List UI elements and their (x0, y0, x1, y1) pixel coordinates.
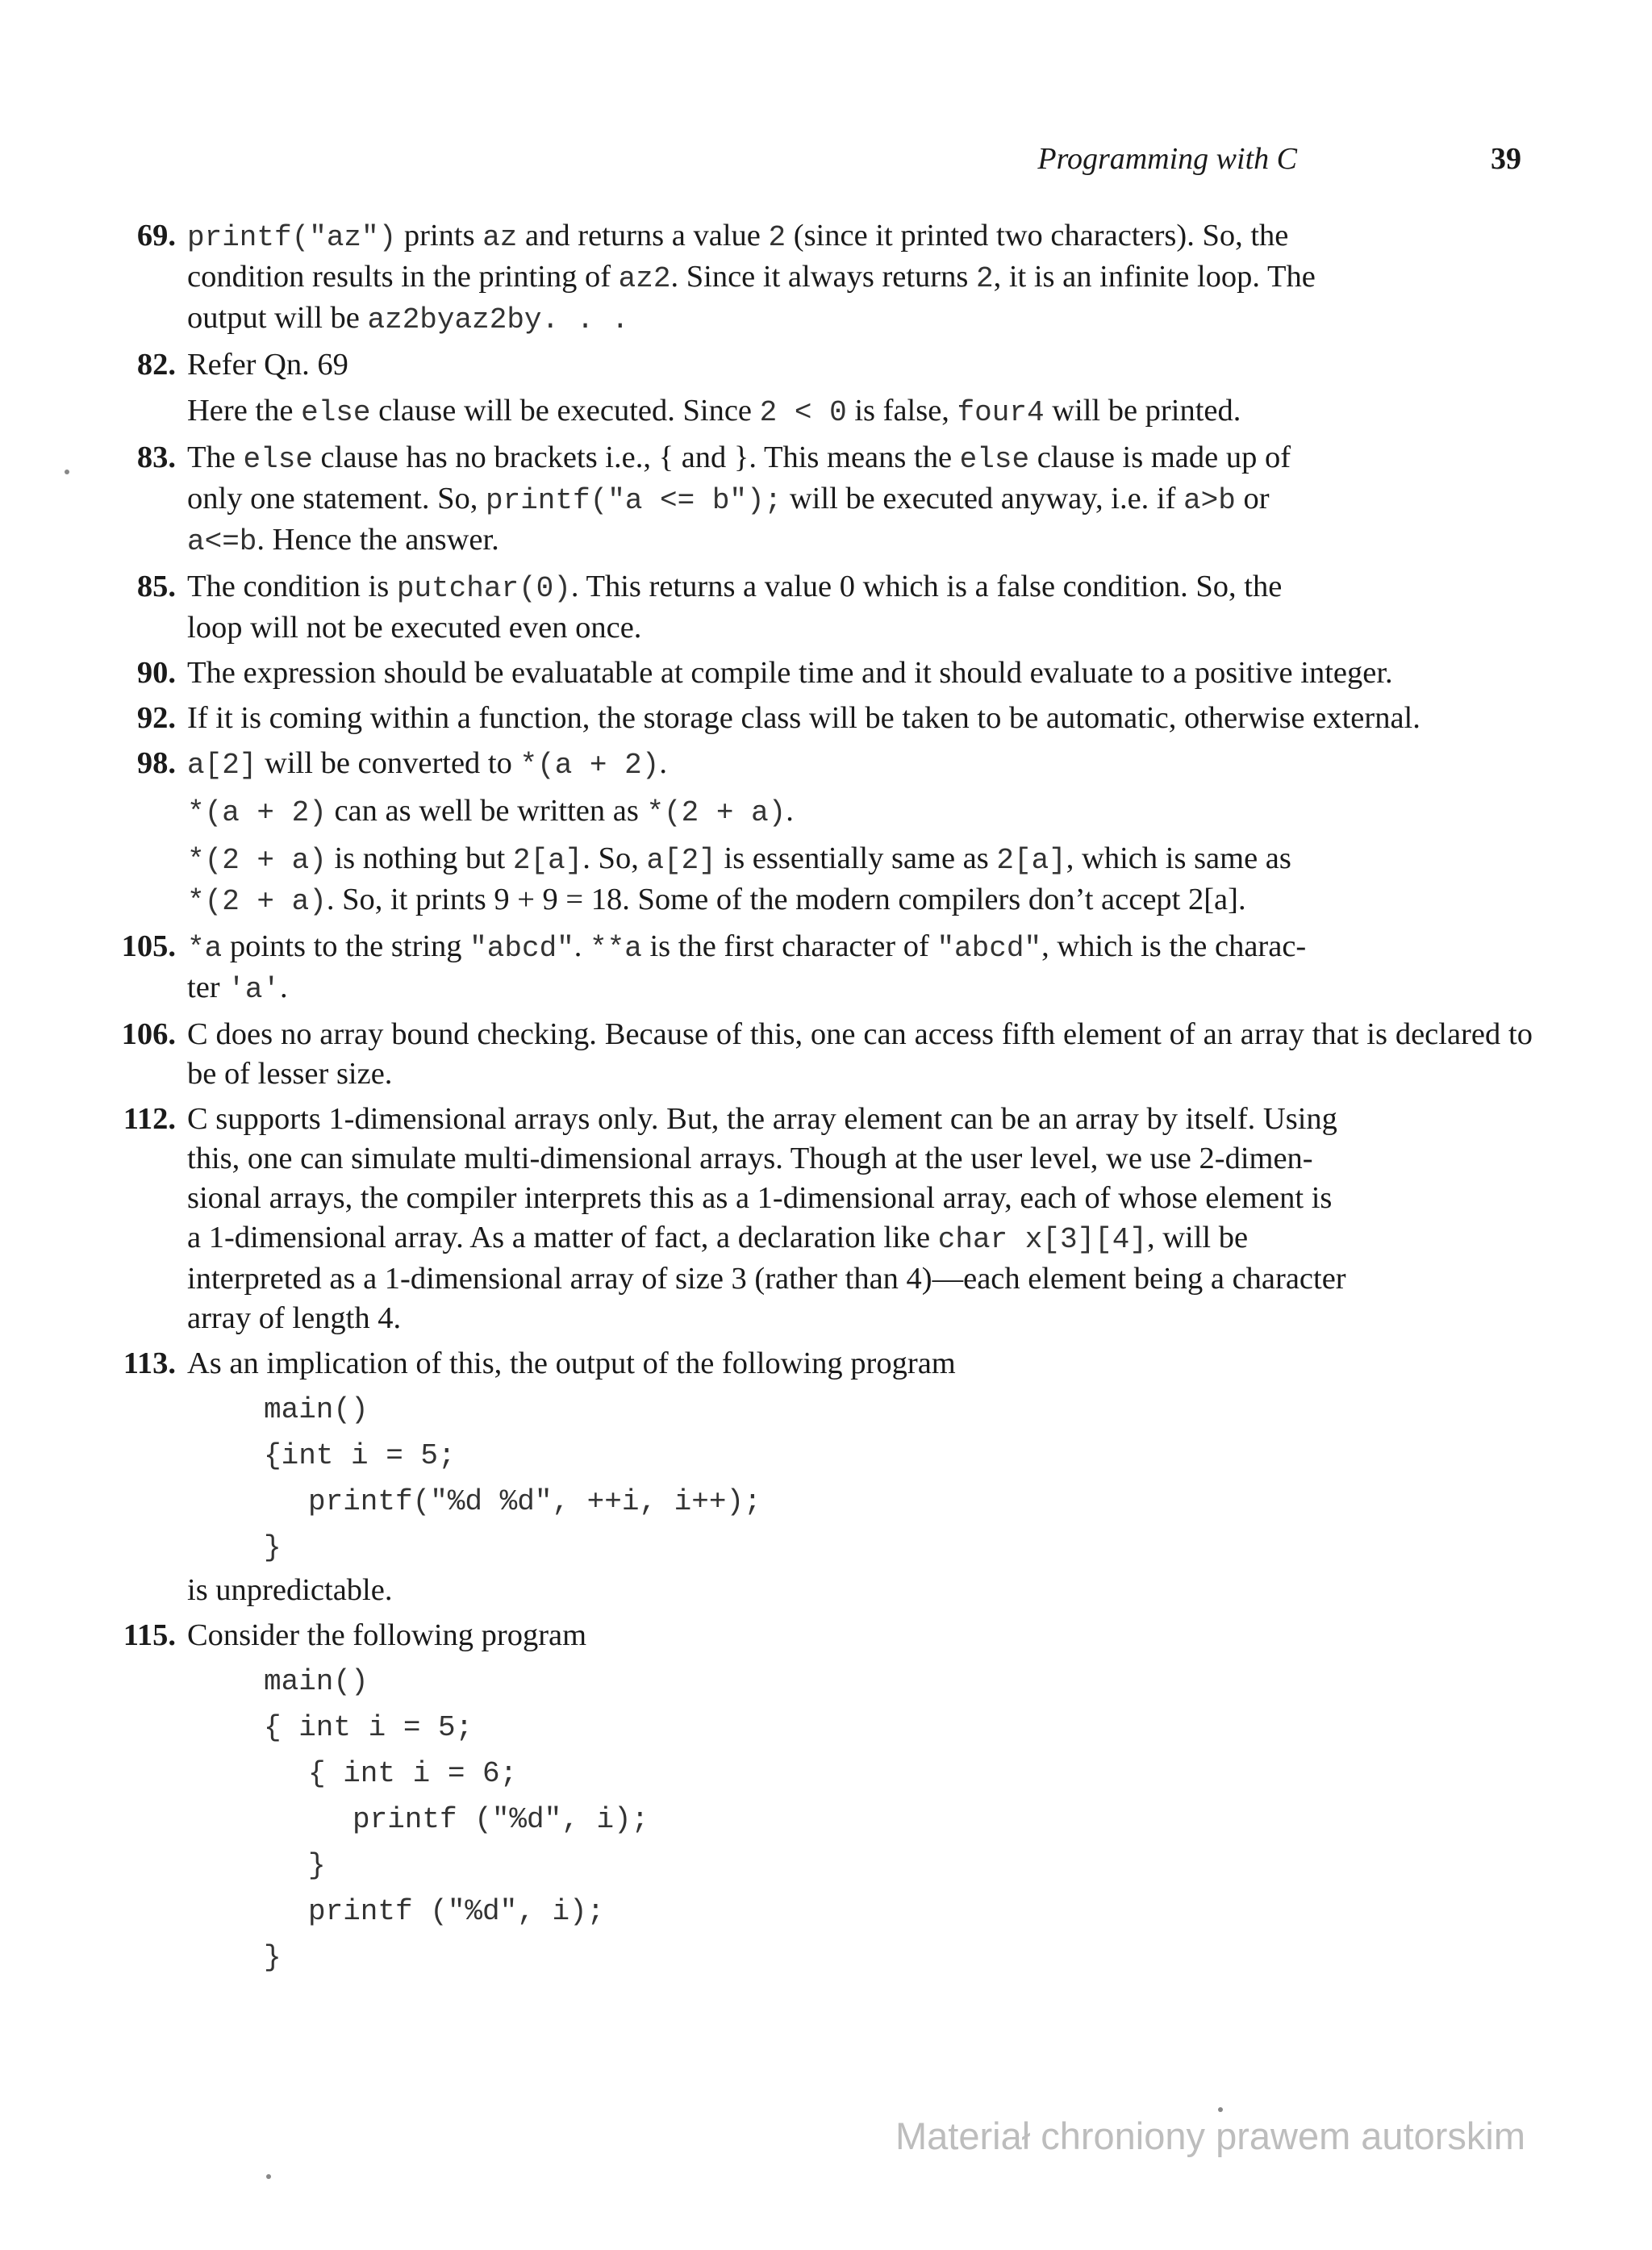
margin-mark (65, 470, 69, 474)
text-line: *(2 + a). So, it prints 9 + 9 = 18. Some of the modern compilers don’t accept 2[a]. (187, 883, 1246, 918)
text-line: printf("az") prints az and returns a value 2 (since it printed two characters). So, the (187, 219, 1289, 254)
answer-number: 90. (136, 656, 176, 690)
code-line: printf ("%d", i); (353, 1803, 649, 1836)
code-line: } (264, 1941, 282, 1974)
answer-number: 115. (123, 1618, 176, 1652)
answer-106 (73, 1015, 1533, 1094)
answers-list (73, 216, 1533, 1986)
answer-text: The expression should be evaluatable at compile time and it should evaluate to a positive integer. (187, 656, 1393, 690)
code-line: { int i = 5; (264, 1711, 473, 1744)
text-line: Consider the following program (187, 1618, 587, 1652)
code-block (187, 1659, 1533, 1981)
running-title: Programming with C (1037, 142, 1297, 176)
answer-text: C does no array bound checking. Because of this, one can access fifth element of an array that is declared to be of lesser size. (187, 1017, 1533, 1091)
text-line: is unpredictable. (187, 1573, 393, 1607)
code-line: { int i = 6; (308, 1757, 518, 1790)
text-line: interpreted as a 1-dimensional array of size 3 (rather than 4)—each element being a character (187, 1262, 1346, 1296)
code-line: } (308, 1849, 326, 1882)
text-line: a<=b. Hence the answer. (187, 523, 499, 558)
answer-112 (73, 1100, 1533, 1338)
code-line: } (264, 1531, 282, 1564)
text-line: output will be az2byaz2by. . . (187, 301, 629, 336)
text-line: C supports 1-dimensional arrays only. But, the array element can be an array by itself. Using (187, 1102, 1337, 1136)
code-block (187, 1387, 1533, 1571)
text-line: array of length 4. (187, 1301, 402, 1335)
answer-98 (73, 744, 1533, 921)
code-line: main() (264, 1393, 369, 1426)
answer-92 (73, 699, 1533, 738)
answer-105 (73, 927, 1533, 1009)
answer-number: 105. (121, 929, 176, 963)
text-line: *(a + 2) can as well be written as *(2 + a). (187, 794, 794, 829)
answer-number: 92. (136, 701, 176, 735)
scan-speck (1218, 2107, 1223, 2112)
code-line: printf ("%d", i); (308, 1895, 605, 1928)
answer-90 (73, 653, 1533, 693)
code-line: {int i = 5; (264, 1439, 456, 1472)
code-line: main() (264, 1665, 369, 1698)
answer-113 (73, 1344, 1533, 1610)
text-line: The condition is putchar(0). This returns a value 0 which is a false condition. So, the (187, 570, 1283, 605)
text-line: ter 'a'. (187, 971, 288, 1006)
answer-number: 83. (136, 440, 176, 474)
answer-number: 69. (136, 219, 176, 253)
page-header (0, 141, 1652, 190)
answer-69 (73, 216, 1533, 340)
text-line: a[2] will be converted to *(a + 2). (187, 746, 667, 782)
text-line: loop will not be executed even once. (187, 611, 642, 645)
page-number: 39 (1491, 142, 1521, 176)
answer-text: If it is coming within a function, the storage class will be taken to be automatic, otherwise external. (187, 701, 1420, 735)
text-line: sional arrays, the compiler interprets this as a 1-dimensional array, each of whose element is (187, 1181, 1333, 1215)
text-line: Here the else clause will be executed. Since 2 < 0 is false, four4 will be printed. (187, 394, 1241, 429)
answer-number: 113. (123, 1346, 176, 1380)
text-line: Refer Qn. 69 (187, 348, 348, 382)
answer-number: 82. (136, 348, 176, 382)
answer-82 (73, 345, 1533, 432)
answer-number: 98. (136, 746, 176, 780)
scan-speck (266, 2174, 271, 2179)
code-line: printf("%d %d", ++i, i++); (308, 1485, 761, 1518)
text-line: only one statement. So, printf("a <= b"); will be executed anyway, i.e. if a>b or (187, 482, 1270, 517)
answer-number: 85. (136, 570, 176, 603)
text-line: The else clause has no brackets i.e., { and }. This means the else clause is made up of (187, 440, 1291, 476)
text-line: condition results in the printing of az2. Since it always returns 2, it is an infinite loop. The (187, 260, 1316, 295)
answer-number: 112. (123, 1102, 176, 1136)
answer-85 (73, 567, 1533, 648)
text-line: As an implication of this, the output of the following program (187, 1346, 956, 1380)
text-line: this, one can simulate multi-dimensional arrays. Though at the user level, we use 2-dimen- (187, 1142, 1313, 1175)
answer-number: 106. (121, 1017, 176, 1051)
copyright-watermark: Materiał chroniony prawem autorskim (895, 2114, 1526, 2157)
answer-83 (73, 438, 1533, 561)
answer-115 (73, 1616, 1533, 1981)
text-line: *(2 + a) is nothing but 2[a]. So, a[2] is essentially same as 2[a], which is same as (187, 841, 1291, 877)
text-line: a 1-dimensional array. As a matter of fact, a declaration like char x[3][4], will be (187, 1221, 1249, 1256)
text-line: *a points to the string "abcd". **a is the first character of "abcd", which is the charac- (187, 929, 1307, 965)
